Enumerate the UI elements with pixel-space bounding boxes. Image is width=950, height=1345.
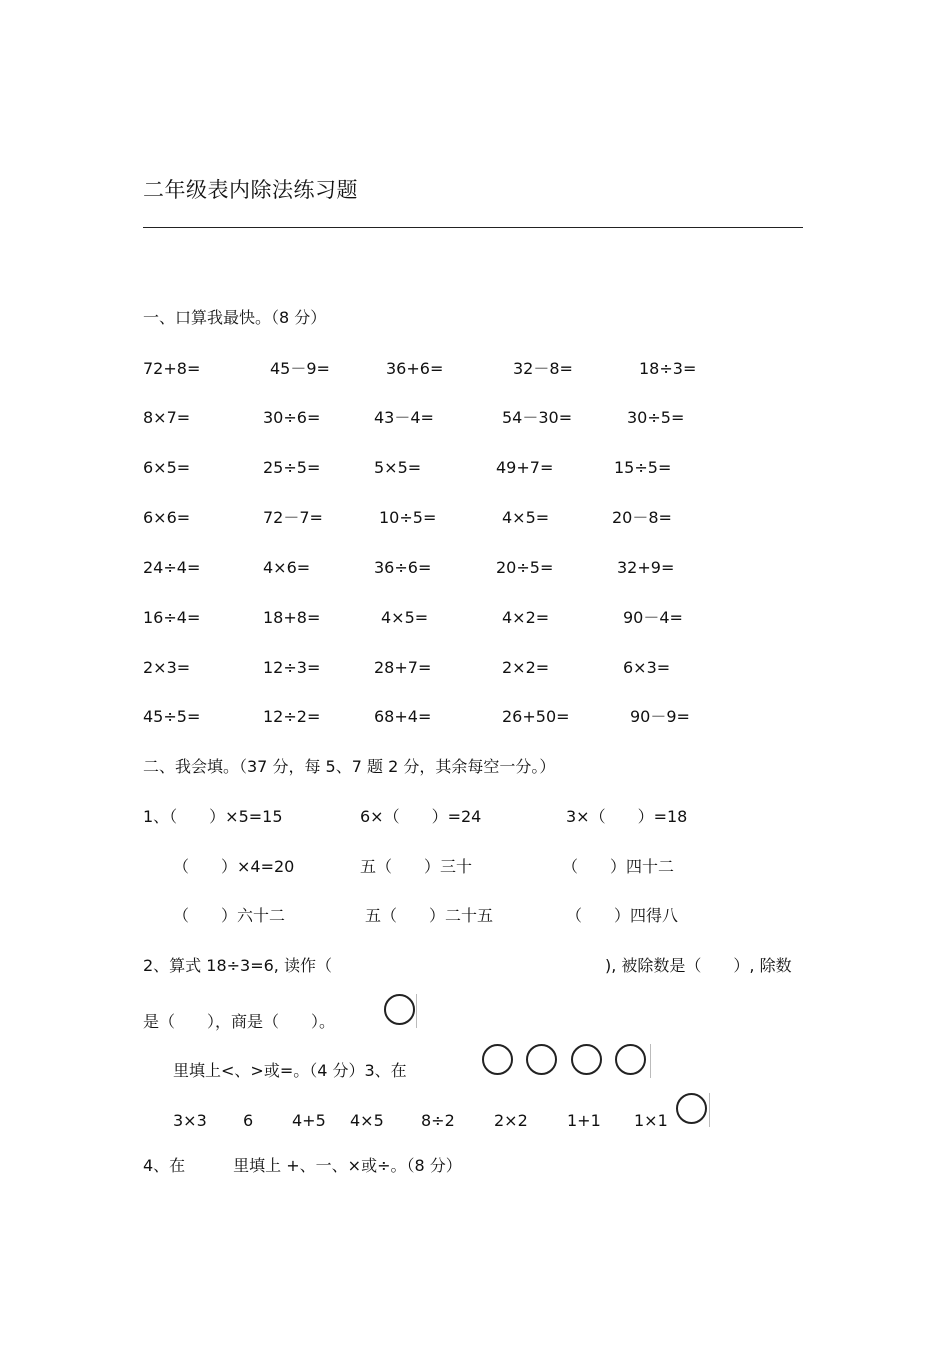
oral-problem: 49+7= xyxy=(496,458,554,477)
q1-item: （ ）四十二 xyxy=(562,857,675,876)
q1-item: 1、（ ）×5=15 xyxy=(143,807,283,826)
section2-heading: 二、我会填。（37 分，每 5、7 题 2 分，其余每空一分。） xyxy=(143,757,556,776)
oral-problem: 6×3= xyxy=(623,658,671,677)
q1-item: 五（ ）三十 xyxy=(360,857,473,876)
oral-problem: 5×5= xyxy=(374,458,422,477)
section1-heading: 一、口算我最快。（8 分） xyxy=(143,308,327,327)
q2-text-line2: 是（ ），商是（ ）。 xyxy=(143,1012,336,1031)
q4-instruction: 4、在 里填上 +、一、×或÷。（8 分） xyxy=(143,1156,462,1175)
oral-problem: 36+6= xyxy=(386,359,444,378)
oral-problem: 72+8= xyxy=(143,359,201,378)
oral-problem: 6×5= xyxy=(143,458,191,477)
q3-expression: 1+1 xyxy=(567,1111,601,1130)
q1-item: 6×（ ）=24 xyxy=(360,807,482,826)
oral-problem: 30÷5= xyxy=(627,408,685,427)
q1-item: 五（ ）二十五 xyxy=(365,906,494,925)
page-title: 二年级表内除法练习题 xyxy=(143,178,358,202)
oral-problem: 18+8= xyxy=(263,608,321,627)
q2-text-end: ), 被除数是（ ）, 除数 xyxy=(605,956,792,975)
oral-problem: 4×6= xyxy=(263,558,311,577)
oral-problem: 12÷3= xyxy=(263,658,321,677)
oral-problem: 90－4= xyxy=(623,608,683,627)
q1-item: （ ）四得八 xyxy=(566,906,679,925)
q1-item: （ ）×4=20 xyxy=(173,857,295,876)
oral-problem: 30÷6= xyxy=(263,408,321,427)
oral-problem: 2×2= xyxy=(502,658,550,677)
oral-problem: 36÷6= xyxy=(374,558,432,577)
oral-problem: 20÷5= xyxy=(496,558,554,577)
oral-problem: 26+50= xyxy=(502,707,570,726)
oral-problem: 32+9= xyxy=(617,558,675,577)
oral-problem: 4×5= xyxy=(381,608,429,627)
oral-problem: 72－7= xyxy=(263,508,323,527)
q3-expression: 3×3 xyxy=(173,1111,207,1130)
oral-problem: 28+7= xyxy=(374,658,432,677)
q3-instruction: 里填上<、>或=。（4 分）3、在 xyxy=(173,1061,407,1080)
oral-problem: 20－8= xyxy=(612,508,672,527)
q3-expression: 4×5 xyxy=(350,1111,384,1130)
oral-problem: 43－4= xyxy=(374,408,434,427)
oral-problem: 8×7= xyxy=(143,408,191,427)
oral-problem: 54－30= xyxy=(502,408,573,427)
oral-problem: 4×5= xyxy=(502,508,550,527)
title-divider xyxy=(143,227,803,228)
q1-item: 3×（ ）=18 xyxy=(566,807,688,826)
oral-problem: 10÷5= xyxy=(379,508,437,527)
oral-problem: 45÷5= xyxy=(143,707,201,726)
oral-problem: 15÷5= xyxy=(614,458,672,477)
oral-problem: 25÷5= xyxy=(263,458,321,477)
circle-frame xyxy=(384,994,417,1028)
oral-problem: 45－9= xyxy=(270,359,330,378)
q1-item: （ ）六十二 xyxy=(173,906,286,925)
q3-expression: 1×1 xyxy=(634,1111,668,1130)
oral-problem: 24÷4= xyxy=(143,558,201,577)
oral-problem: 18÷3= xyxy=(639,359,697,378)
q3-expression: 8÷2 xyxy=(421,1111,455,1130)
circle-frame xyxy=(480,1044,651,1078)
oral-problem: 32－8= xyxy=(513,359,573,378)
q3-expression: 2×2 xyxy=(494,1111,528,1130)
oral-problem: 2×3= xyxy=(143,658,191,677)
q2-text-start: 2、算式 18÷3=6, 读作（ xyxy=(143,956,332,975)
q3-expression: 6 xyxy=(243,1111,254,1130)
oral-problem: 16÷4= xyxy=(143,608,201,627)
q3-expression: 4+5 xyxy=(292,1111,326,1130)
oral-problem: 4×2= xyxy=(502,608,550,627)
oral-problem: 90－9= xyxy=(630,707,690,726)
oral-problem: 12÷2= xyxy=(263,707,321,726)
oral-problem: 6×6= xyxy=(143,508,191,527)
circle-frame xyxy=(676,1093,710,1127)
oral-problem: 68+4= xyxy=(374,707,432,726)
